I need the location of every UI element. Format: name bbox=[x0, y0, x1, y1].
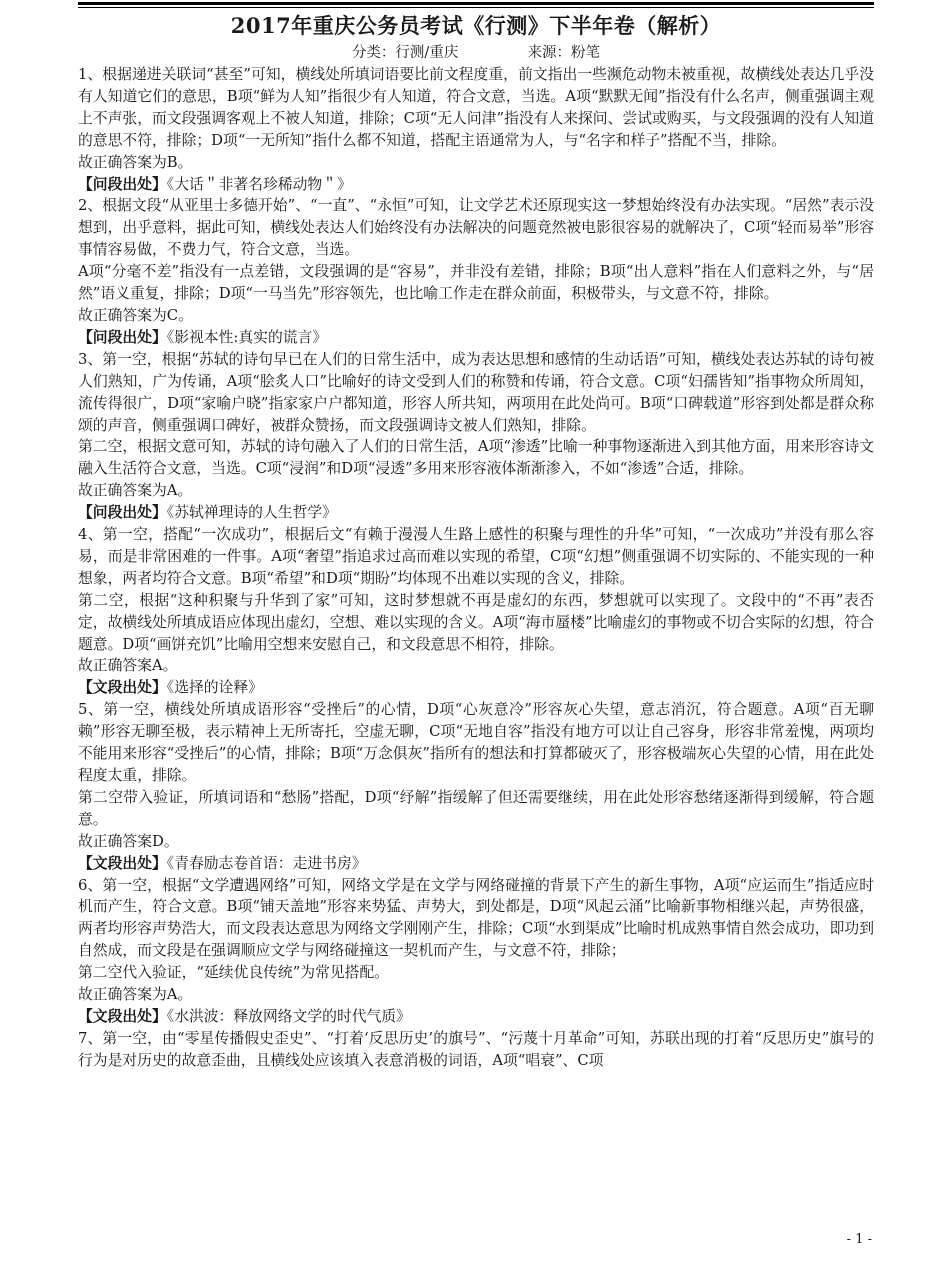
source-label: 来源：粉笔 bbox=[527, 45, 601, 61]
source-citation bbox=[78, 174, 874, 196]
answer-paragraph bbox=[78, 195, 874, 261]
answer-paragraph bbox=[78, 831, 874, 853]
page-number: - 1 - bbox=[846, 1232, 872, 1247]
citation-label: 【问段出处】 bbox=[78, 504, 167, 522]
answer-paragraph bbox=[78, 655, 874, 677]
source-citation bbox=[78, 1006, 874, 1028]
answer-paragraph bbox=[78, 305, 874, 327]
answer-paragraph bbox=[78, 590, 874, 656]
answer-paragraph bbox=[78, 64, 874, 152]
citation-label: 【文段出处】 bbox=[78, 679, 167, 697]
citation-title: 《影视本性:真实的谎言》 bbox=[166, 328, 328, 346]
citation-label: 【问段出处】 bbox=[78, 175, 167, 193]
paragraph-text: A项“分毫不差”指没有一点差错，文段强调的是“容易”，并非没有差错，排除；B项“出人意料”指在人们意料之外，与“居然”语义重复，排除；D项“一马当先”形容领先，也比喻工作走在群众前面，积极带头，与文意不符，排除。 bbox=[78, 263, 874, 303]
citation-title: 《苏轼禅理诗的人生哲学》 bbox=[166, 504, 337, 522]
citation-label: 【文段出处】 bbox=[78, 1007, 167, 1025]
answer-paragraph bbox=[78, 787, 874, 831]
paragraph-text: 故正确答案为A。 bbox=[78, 986, 193, 1004]
citation-title: 《青春励志卷首语：走进书房》 bbox=[166, 854, 367, 872]
paragraph-text: 1、根据递进关联词“甚至”可知，横线处所填词语要比前文程度重，前文指出一些濒危动物未被重视，故横线处表达几乎没有人知道它们的意思，B项“鲜为人知”指很少有人知道，符合文意，当选。A项“默默无闻”指没有什么名声，侧重强调主观上不声张，而文段强调客观上不被人知道，排除；C项“无人问津”指没有人来探问、尝试或购买，与文段强调的没有人知道的意思不符，排除；D项“一无所知”指什么都不知道，搭配主语通常为人，与“名字和样子”搭配不当，排除。 bbox=[78, 66, 874, 149]
answer-paragraph bbox=[78, 261, 874, 305]
paragraph-text: 7、第一空，由“零星传播假史歪史”、“打着‘反思历史’的旗号”、“污蔑十月革命”可知，苏联出现的打着“反思历史”旗号的行为是对历史的故意歪曲，且横线处应该填入表意消极的词语，A项“唱衰”、C项 bbox=[78, 1029, 874, 1069]
citation-label: 【问段出处】 bbox=[78, 328, 167, 346]
source-citation bbox=[78, 853, 874, 875]
paragraph-text: 故正确答案为B。 bbox=[78, 153, 193, 171]
answer-paragraph bbox=[78, 1028, 874, 1072]
paragraph-text: 2、根据文段“从亚里士多德开始”、“一直”、“永恒”可知，让文学艺术还原现实这一梦想始终没有办法实现。“居然”表示没想到，出乎意料，据此可知，横线处表达人们始终没有办法解决的问题竟然被电影很容易的就解决了，C项“轻而易举”形容事情容易做，不费力气，符合文意，当选。 bbox=[78, 197, 874, 259]
answer-paragraph bbox=[78, 962, 874, 984]
paragraph-text: 故正确答案为A。 bbox=[78, 482, 193, 500]
answer-paragraph bbox=[78, 984, 874, 1006]
paragraph-text: 第二空，根据“这种积聚与升华到了家”可知，这时梦想就不再是虚幻的东西，梦想就可以实现了。文段中的“不再”表否定，故横线处所填成语应体现出虚幻，空想、难以实现的含义。A项“海市蜃楼”比喻虚幻的事物或不切合实际的幻想，符合题意。D项“画饼充饥”比喻用空想来安慰自己，和文段意思不相符，排除。 bbox=[78, 591, 874, 653]
answer-paragraph bbox=[78, 875, 874, 963]
answer-paragraph bbox=[78, 699, 874, 787]
source-citation bbox=[78, 677, 874, 699]
paragraph-text: 3、第一空，根据“苏轼的诗句早已在人们的日常生活中，成为表达思想和感情的生动话语”可知，横线处表达苏轼的诗句被人们熟知，广为传诵，A项“脍炙人口”比喻好的诗文受到人们的称赞和传诵，符合文意。C项“妇孺皆知”指事物众所周知，流传得很广，D项“家喻户晓”指家家户户都知道，形容人所共知，两项用在此处尚可。B项“口碑载道”形容到处都是群众称颂的声音，侧重强调口碑好，被群众赞扬，而文段强调诗文被人们熟知，排除。 bbox=[78, 350, 874, 434]
header-rule-thick bbox=[78, 2, 874, 5]
paragraph-text: 5、第一空，横线处所填成语形容“受挫后”的心情，D项“心灰意冷”形容灰心失望，意志消沉，符合题意。A项“百无聊赖”形容无聊至极，表示精神上无所寄托，空虚无聊，C项“无地自容”指没有地方可以让自己容身，形容非常羞愧，两项均不能用来形容“受挫后”的心情，排除；B项“万念俱灰”指所有的想法和打算都破灭了，形容极端灰心失望的心情，用在此处程度太重，排除。 bbox=[78, 701, 874, 784]
page-title: 2017年重庆公务员考试《行测》下半年卷（解析） bbox=[230, 13, 722, 38]
document-meta bbox=[78, 43, 874, 63]
source-citation bbox=[78, 327, 874, 349]
document-body bbox=[78, 64, 874, 1072]
answer-paragraph bbox=[78, 349, 874, 437]
paragraph-text: 第二空带入验证，所填词语和“愁肠”搭配，D项“纾解”指缓解了但还需要继续，用在此处形容愁绪逐渐得到缓解，符合题意。 bbox=[78, 788, 874, 828]
paragraph-text: 第二空，根据文意可知，苏轼的诗句融入了人们的日常生活，A项“渗透”比喻一种事物逐渐进入到其他方面，用来形容诗文融入生活符合文意，当选。C项“浸润”和D项“浸透”多用来形容液体渐渐渗入，不如“渗透”合适，排除。 bbox=[78, 438, 874, 478]
answer-paragraph bbox=[78, 152, 874, 174]
citation-title: 《选择的诠释》 bbox=[166, 679, 263, 697]
paragraph-text: 故正确答案D。 bbox=[78, 832, 179, 850]
paragraph-text: 4、第一空，搭配“一次成功”，根据后文“有赖于漫漫人生路上感性的积聚与理性的升华”可知，“一次成功”并没有那么容易，而是非常困难的一件事。A项“奢望”指追求过高而难以实现的希望，C项“幻想”侧重强调不切实际的、不能实现的一种想象，两者均符合文意。B项“希望”和D项“期盼”均体现不出难以实现的含义，排除。 bbox=[78, 526, 874, 587]
citation-label: 【文段出处】 bbox=[78, 854, 167, 872]
paragraph-text: 故正确答案为C。 bbox=[78, 306, 193, 324]
answer-paragraph bbox=[78, 480, 874, 502]
answer-paragraph bbox=[78, 436, 874, 480]
paragraph-text: 故正确答案A。 bbox=[78, 657, 178, 675]
category-label: 分类：行测/重庆 bbox=[351, 45, 459, 61]
citation-title: 《大话＂非著名珍稀动物＂》 bbox=[166, 175, 352, 193]
paragraph-text: 6、第一空，根据“文学遭遇网络”可知，网络文学是在文学与网络碰撞的背景下产生的新生事物，A项“应运而生”指适应时机而产生，符合文意。B项“铺天盖地”形容来势猛、声势大，到处都是，D项“风起云涌”比喻新事物相继兴起，声势很盛，两者均形容声势浩大，而文段表达意思为网络文学刚刚产生，排除；C项“水到渠成”比喻时机成熟事情自然会成功，即功到自然成，而文段是在强调顺应文学与网络碰撞这一契机而产生，与文意不符，排除； bbox=[78, 876, 874, 960]
header-rule-thin bbox=[78, 7, 874, 8]
paragraph-text: 第二空代入验证，“延续优良传统”为常见搭配。 bbox=[78, 964, 390, 982]
source-citation bbox=[78, 502, 874, 524]
citation-title: 《水洪波：释放网络文学的时代气质》 bbox=[166, 1007, 411, 1025]
answer-paragraph bbox=[78, 524, 874, 590]
